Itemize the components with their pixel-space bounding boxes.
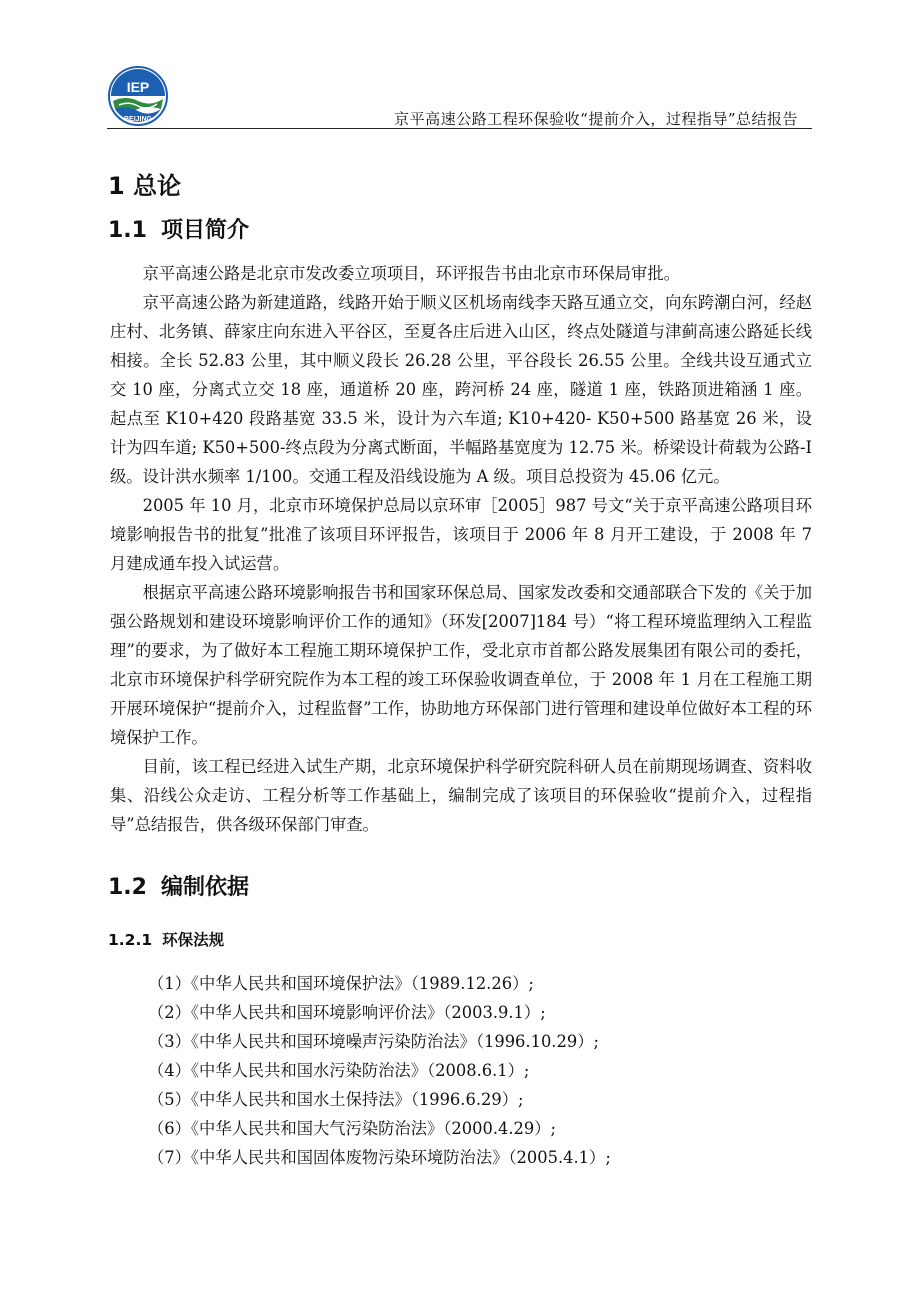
paragraph: 目前，该工程已经进入试生产期，北京环境保护科学研究院科研人员在前期现场调查、资料收集、沿线公众走访、工程分析等工作基础上，编制完成了该项目的环保验收“提前介入，过程指导”总结报告，供各级环保部门审查。 bbox=[110, 757, 812, 834]
paragraph: 根据京平高速公路环境影响报告书和国家环保总局、国家发改委和交通部联合下发的《关于加强公路规划和建设环境影响评价工作的通知》（环发[2007]184 号）“将工程环境监理纳入工程监理”的要求，为了做好本工程施工期环境保护工作，受北京市首都公路发展集团有限公司的委托，北京市环境保护科学研究院作为本工程的竣工环保验收调查单位，于 2008 年 1 月在工程施工期开展环境保护“提前介入，过程监督”工作，协助地方环保部门进行管理和建设单位做好本工程的环境保护工作。 bbox=[110, 583, 812, 747]
list-item: （6）《中华人民共和国大气污染防治法》（2000.4.29）; bbox=[148, 1119, 557, 1138]
list-item: （4）《中华人民共和国水污染防治法》（2008.6.1）; bbox=[148, 1061, 530, 1080]
logo-text: IEP bbox=[126, 79, 150, 95]
subsection-number: 1.2.1 bbox=[108, 931, 153, 949]
section-heading-1-2 bbox=[108, 870, 249, 901]
list-item: （7）《中华人民共和国固体废物污染环境防治法》（2005.4.1）; bbox=[148, 1148, 611, 1167]
section-heading-1-1 bbox=[108, 213, 249, 244]
iep-logo-icon bbox=[107, 65, 169, 127]
paragraph: 京平高速公路为新建道路，线路开始于顺义区机场南线李天路互通立交，向东跨潮白河，经赵庄村、北务镇、薛家庄向东进入平谷区，至夏各庄后进入山区，终点处隧道与津蓟高速公路延长线相接。全长 52.83 公里，其中顺义段长 26.28 公里，平谷段长 26.55 公里。全线共设互通式立交 10 座，分离式立交 18 座，通道桥 20 座，跨河桥 24 座，隧道 1 座，铁路顶进箱涵 1 座。起点至 K10+420 段路基宽 33.5 米，设计为六车道; K10+420- K50+500 路基宽 26 米，设计为四车道; K50+500-终点段为分离式断面，半幅路基宽度为 12.75 米。桥梁设计荷载为公路-I 级。设计洪水频率 1/100。交通工程及沿线设施为 A 级。项目总投资为 45.06 亿元。 bbox=[110, 293, 812, 486]
section-number: 1.1 bbox=[108, 218, 147, 243]
section-number: 1.2 bbox=[108, 875, 147, 900]
subsection-title: 环保法规 bbox=[162, 931, 225, 949]
law-list bbox=[148, 969, 611, 1172]
paragraph: 京平高速公路是北京市发改委立项项目，环评报告书由北京市环保局审批。 bbox=[142, 264, 680, 283]
paragraph: 2005 年 10 月，北京市环境保护总局以京环审［2005］987 号文“关于京平高速公路项目环境影响报告书的批复”批准了该项目环评报告，该项目于 2006 年 8 月开工建设，于 2008 年 7 月建成通车投入试运营。 bbox=[110, 496, 812, 573]
chapter-title: 1 总论 bbox=[108, 172, 182, 200]
section-1-1-body bbox=[110, 259, 812, 839]
subsection-heading-1-2-1 bbox=[108, 928, 224, 950]
list-item: （3）《中华人民共和国环境噪声污染防治法》（1996.10.29）; bbox=[148, 1032, 599, 1051]
logo-subtext: BEIJING bbox=[123, 116, 153, 123]
list-item: （2）《中华人民共和国环境影响评价法》（2003.9.1）; bbox=[148, 1003, 546, 1022]
header-divider bbox=[107, 128, 812, 129]
iep-logo bbox=[107, 65, 169, 127]
section-title: 编制依据 bbox=[160, 875, 249, 900]
list-item: （1）《中华人民共和国环境保护法》（1989.12.26）; bbox=[148, 974, 534, 993]
list-item: （5）《中华人民共和国水土保持法》（1996.6.29）; bbox=[148, 1090, 524, 1109]
header-title: 京平高速公路工程环保验收“提前介入，过程指导”总结报告 bbox=[394, 110, 798, 128]
section-title: 项目简介 bbox=[160, 218, 249, 243]
